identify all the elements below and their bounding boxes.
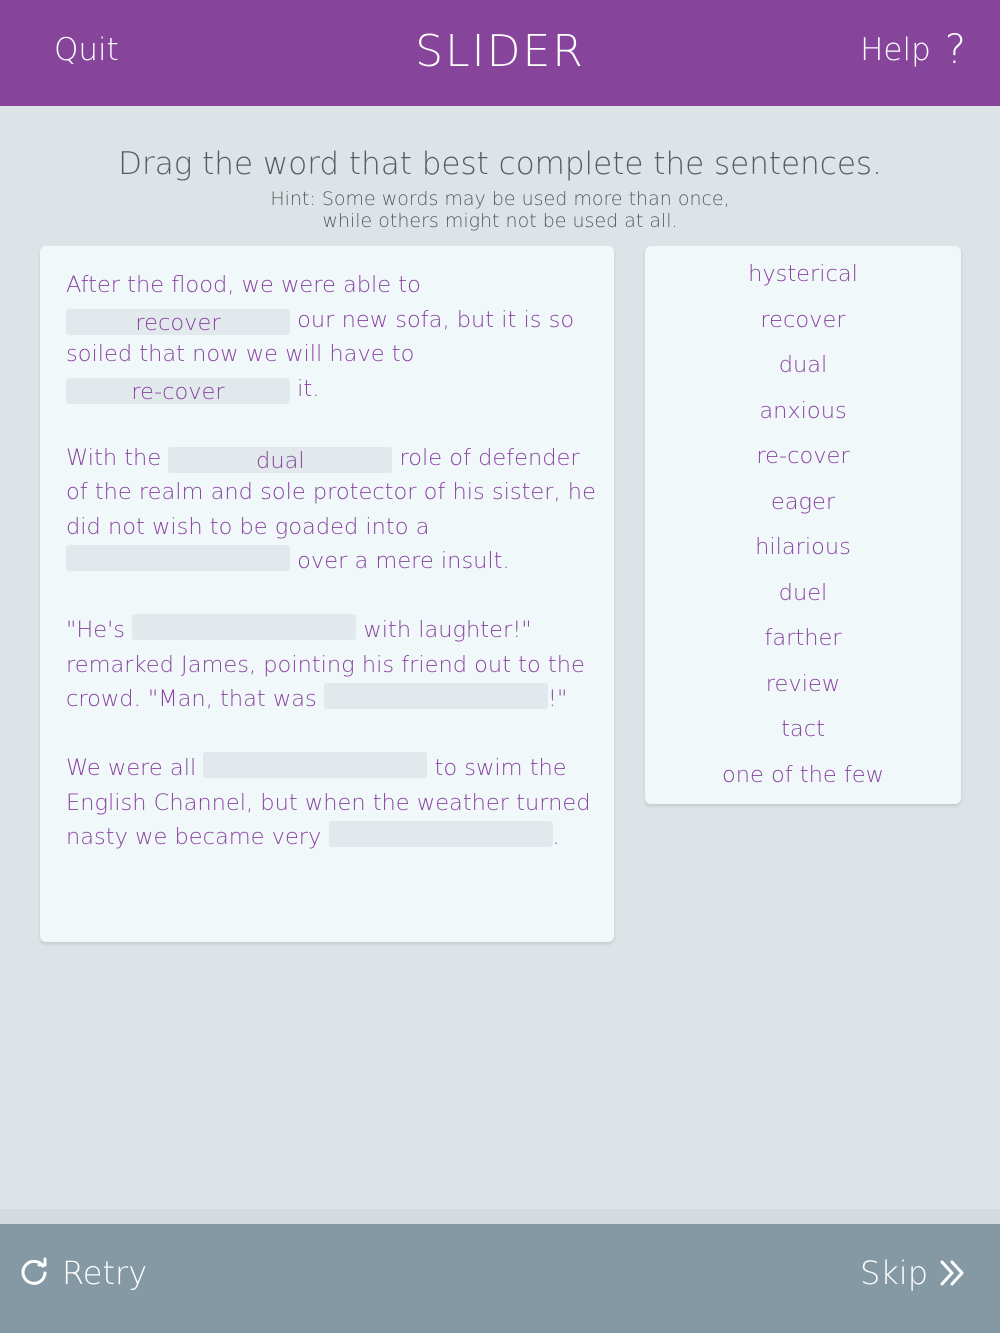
footer-divider	[0, 1209, 1000, 1224]
word-chip[interactable]: anxious	[759, 397, 847, 424]
sentences-card	[40, 246, 614, 942]
word-chip[interactable]: one of the few	[721, 761, 885, 788]
instruction-hint	[0, 188, 1000, 232]
retry-button[interactable]	[18, 1254, 147, 1292]
refresh-icon	[18, 1257, 50, 1289]
drop-slot[interactable]	[203, 752, 427, 778]
word-chip[interactable]: re-cover	[756, 443, 850, 469]
quit-button[interactable]: Quit	[54, 32, 119, 68]
sentence-text: .	[552, 824, 560, 850]
word-chip[interactable]: recover	[760, 306, 846, 333]
drop-slot[interactable]	[329, 821, 553, 847]
skip-button[interactable]	[860, 1254, 968, 1292]
sentence-text: role of defender of the realm and sole protector of his sister, he did not wish to be goaded into a	[66, 444, 596, 540]
drop-slot[interactable]	[132, 614, 356, 640]
sentence-text: it.	[297, 375, 320, 402]
sentence-1	[66, 268, 596, 406]
hint-line-2: while others might not be used at all.	[322, 210, 678, 232]
word-chip[interactable]: dual	[778, 352, 828, 378]
drop-slot[interactable]	[324, 683, 548, 709]
word-chip[interactable]: duel	[778, 579, 828, 606]
drop-slot[interactable]	[66, 545, 290, 571]
word-chip[interactable]: tact	[781, 716, 825, 742]
sentence-text: After the flood, we were able to	[66, 272, 421, 298]
help-label: Help	[860, 32, 931, 68]
word-chip[interactable]: eager	[770, 488, 836, 515]
question-mark-icon: ?	[944, 27, 966, 73]
drop-slot[interactable]: re-cover	[66, 378, 290, 404]
instructions	[0, 146, 1000, 232]
sentence-text: !"	[547, 686, 568, 712]
sentence-text: to swim the English Channel, but when the weather turned nasty we became very	[66, 755, 591, 850]
word-chip[interactable]: farther	[764, 625, 842, 651]
hint-line-1: Hint: Some words may be used more than once,	[270, 188, 730, 210]
top-bar	[0, 0, 1000, 106]
word-chip[interactable]: hilarious	[755, 534, 851, 560]
word-chip[interactable]: review	[765, 670, 841, 697]
sentence-text: "He's	[66, 617, 126, 643]
sentence-text: our new sofa, but it is so soiled that now we will have to	[66, 306, 575, 367]
app-title: SLIDER	[415, 26, 585, 77]
sentence-4	[66, 751, 596, 855]
bottom-bar	[0, 1224, 1000, 1333]
double-chevron-right-icon	[938, 1258, 968, 1288]
word-bank	[645, 246, 961, 804]
sentence-text: With the	[66, 444, 162, 471]
help-button[interactable]	[860, 27, 966, 73]
instruction-title: Drag the word that best complete the sentences.	[118, 146, 882, 182]
sentence-text: over a mere insult.	[297, 548, 510, 574]
sentence-text: We were all	[66, 755, 197, 781]
retry-label: Retry	[62, 1254, 148, 1292]
drop-slot[interactable]: dual	[168, 447, 392, 473]
sentence-3	[66, 613, 596, 717]
sentence-text: with laughter!" remarked James, pointing his friend out to the crowd. "Man, that was	[66, 617, 585, 712]
sentence-2	[66, 441, 596, 579]
skip-label: Skip	[859, 1254, 928, 1292]
drop-slot[interactable]: recover	[66, 309, 290, 335]
word-chip[interactable]: hysterical	[748, 261, 858, 287]
